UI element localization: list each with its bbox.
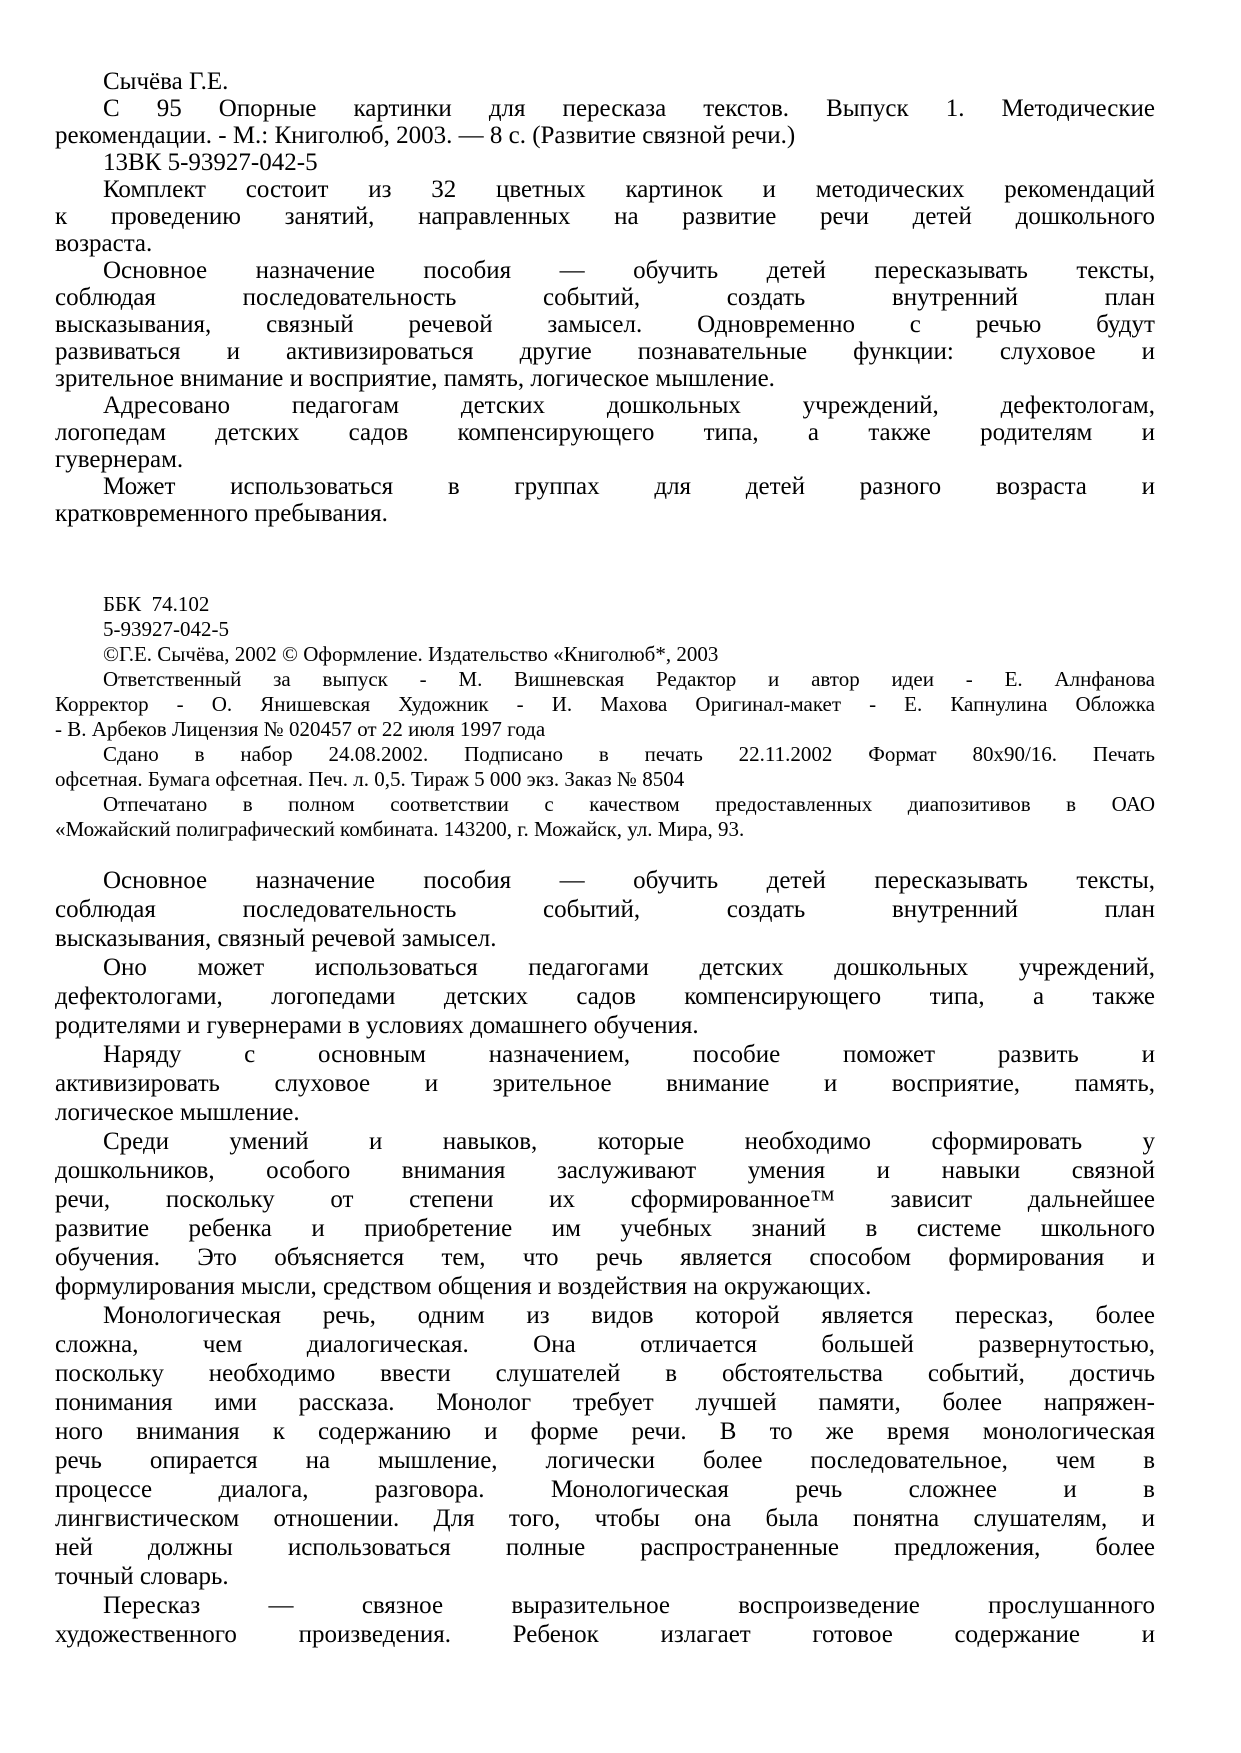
text-line: 13ВК 5-93927-042-5 <box>103 149 318 176</box>
text-line: 5-93927-042-5 <box>103 617 229 641</box>
text-line: Сдано в набор 24.08.2002. Подписано в печать 22.11.2002 Формат 80х90/16. Печать <box>103 742 1155 766</box>
credits-paragraph <box>55 667 1155 742</box>
text-line: развитие ребенка и приобретение им учебных знаний в системе школьного <box>55 1215 1155 1242</box>
isbn-line-2 <box>55 617 1155 642</box>
isbn-line <box>55 149 1155 176</box>
text-line: поскольку необходимо ввести слушателей в обстоятельства событий, достичь <box>55 1360 1155 1387</box>
author-line <box>55 68 1155 95</box>
text-line: активизировать слуховое и зрительное внимание и восприятие, память, <box>55 1070 1155 1097</box>
text-line: высказывания, связный речевой замысел. Одновременно с речью будут <box>55 311 1155 338</box>
text-line: дефектологами, логопедами детских садов компенсирующего типа, а также <box>55 983 1155 1010</box>
text-line: художественного произведения. Ребенок излагает готовое содержание и <box>55 1621 1155 1648</box>
text-line: гувернерам. <box>55 446 184 473</box>
printed-at-paragraph <box>55 792 1155 842</box>
text-line: высказывания, связный речевой замысел. <box>55 925 497 952</box>
paragraph-usage <box>55 953 1155 1040</box>
text-line: соблюдая последовательность событий, создать внутренний план <box>55 896 1155 923</box>
text-line: С 95 Опорные картинки для пересказа текстов. Выпуск 1. Методические <box>103 95 1155 122</box>
text-line: Оно может использоваться педагогами детских дошкольных учреждений, <box>103 954 1155 981</box>
text-line: родителями и гувернерами в условиях домашнего обучения. <box>55 1012 699 1039</box>
text-line: Наряду с основным назначением, пособие поможет развить и <box>103 1041 1155 1068</box>
text-line: Основное назначение пособия — обучить детей пересказывать тексты, <box>103 257 1155 284</box>
text-line: речи, поскольку от степени их сформированное™ зависит дальнейшее <box>55 1186 1155 1213</box>
text-line: формулирования мысли, средством общения и воздействия на окружающих. <box>55 1273 872 1300</box>
paragraph-purpose <box>55 257 1155 392</box>
text-line: Среди умений и навыков, которые необходимо сформировать у <box>103 1128 1155 1155</box>
paragraph-monologue <box>55 1301 1155 1591</box>
text-line: Корректор - О. Янишевская Художник - И. Махова Оригинал-макет - Е. Капнулина Обложка <box>55 692 1155 716</box>
text-line: дошкольников, особого внимания заслуживают умения и навыки связной <box>55 1157 1155 1184</box>
section-main-text <box>55 866 1155 1649</box>
section-imprint <box>55 592 1155 842</box>
text-line: Монологическая речь, одним из видов которой является пересказ, более <box>103 1302 1155 1329</box>
paragraph-main-purpose <box>55 866 1155 953</box>
text-line: Сычёва Г.Е. <box>103 68 229 95</box>
text-line: к проведению занятий, направленных на развитие речи детей дошкольного <box>55 203 1155 230</box>
paragraph-retelling <box>55 1591 1155 1649</box>
text-line: обучения. Это объясняется тем, что речь является способом формирования и <box>55 1244 1155 1271</box>
text-line: ней должны использоваться полные распространенные предложения, более <box>55 1534 1155 1561</box>
text-line: ББК 74.102 <box>103 592 210 616</box>
text-line: ©Г.Е. Сычёва, 2002 © Оформление. Издательство «Книголюб*, 2003 <box>103 642 719 666</box>
text-line: зрительное внимание и восприятие, память, логическое мышление. <box>55 365 775 392</box>
text-line: логопедам детских садов компенсирующего типа, а также родителям и <box>55 419 1155 446</box>
text-line: процессе диалога, разговора. Монологическая речь сложнее и в <box>55 1476 1155 1503</box>
text-line: - В. Арбеков Лицензия № 020457 от 22 июля 1997 года <box>55 717 546 741</box>
paragraph-set-description <box>55 176 1155 257</box>
text-line: понимания ими рассказа. Монолог требует лучшей памяти, более напряжен- <box>55 1389 1155 1416</box>
text-line: ного внимания к содержанию и форме речи. В то же время монологическая <box>55 1418 1155 1445</box>
text-line: офсетная. Бумага офсетная. Печ. л. 0,5. Тираж 5 000 экз. Заказ № 8504 <box>55 767 685 791</box>
text-line: логическое мышление. <box>55 1099 300 1126</box>
text-line: Адресовано педагогам детских дошкольных учреждений, дефектологам, <box>103 392 1155 419</box>
text-line: точный словарь. <box>55 1563 229 1590</box>
text-line: сложна, чем диалогическая. Она отличается большей развернутостью, <box>55 1331 1155 1358</box>
text-line: рекомендации. - М.: Книголюб, 2003. — 8 с. (Развитие связной речи.) <box>55 122 796 149</box>
text-line: речь опирается на мышление, логически более последовательное, чем в <box>55 1447 1155 1474</box>
text-line: Комплект состоит из 32 цветных картинок и методических рекомендаций <box>103 176 1155 203</box>
copyright-line <box>55 642 1155 667</box>
paragraph-additional-benefits <box>55 1040 1155 1127</box>
text-line: соблюдая последовательность событий, создать внутренний план <box>55 284 1155 311</box>
text-line: Ответственный за выпуск - М. Вишневская Редактор и автор идеи - Е. Алнфанова <box>103 667 1155 691</box>
print-run-paragraph <box>55 742 1155 792</box>
text-line: Основное назначение пособия — обучить детей пересказывать тексты, <box>103 867 1155 894</box>
paragraph-groups <box>55 473 1155 527</box>
paragraph-audience <box>55 392 1155 473</box>
text-line: Отпечатано в полном соответствии с качеством предоставленных диапозитивов в ОАО <box>103 792 1155 816</box>
text-line: кратковременного пребывания. <box>55 500 388 527</box>
text-line: лингвистическом отношении. Для того, чтобы она была понятна слушателям, и <box>55 1505 1155 1532</box>
text-line: возраста. <box>55 230 153 257</box>
text-line: развиваться и активизироваться другие познавательные функции: слуховое и <box>55 338 1155 365</box>
paragraph-skills <box>55 1127 1155 1301</box>
catalog-entry <box>55 95 1155 149</box>
section-bibliographic-header <box>55 68 1155 527</box>
text-line: Может использоваться в группах для детей разного возраста и <box>103 473 1155 500</box>
text-line: «Можайский полиграфический комбината. 143200, г. Можайск, ул. Мира, 93. <box>55 817 745 841</box>
bbk-line <box>55 592 1155 617</box>
text-line: Пересказ — связное выразительное воспроизведение прослушанного <box>103 1592 1155 1619</box>
